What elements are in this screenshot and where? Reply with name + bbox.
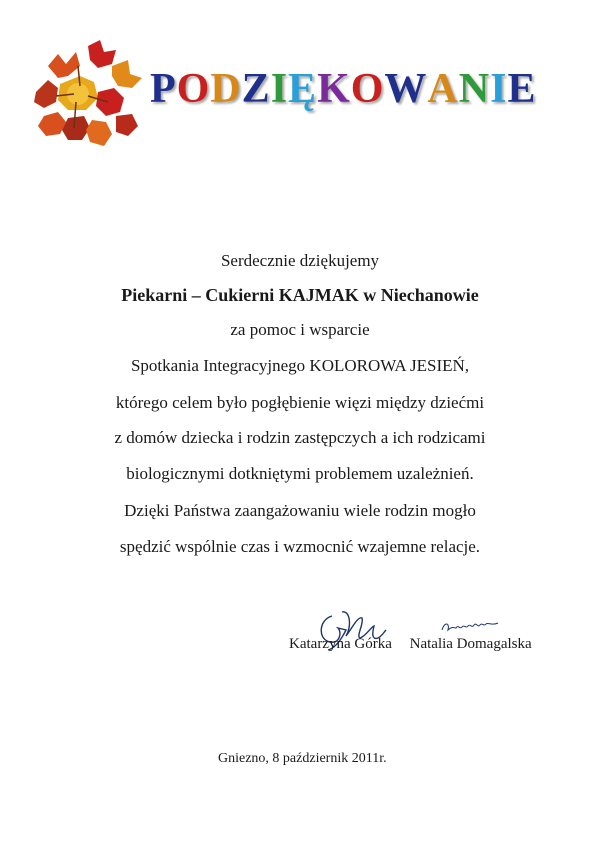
body-line-9: spędzić wspólnie czas i wzmocnić wzajemne relacje.: [119, 537, 481, 556]
autumn-leaves-icon: [28, 36, 146, 152]
signatory-2-name: Natalia Domagalska: [409, 636, 532, 652]
title-letter: I: [270, 66, 289, 112]
title-letter: O: [176, 66, 211, 112]
body-line-4: Spotkania Integracyjnego KOLOROWA JESIEŃ,: [130, 356, 470, 375]
title-letter: N: [458, 66, 491, 112]
title-letter: D: [210, 66, 242, 112]
title-letter: I: [490, 66, 508, 112]
title-letter: E: [507, 66, 537, 112]
signatory-names: [289, 636, 532, 653]
title-letter: Ę: [288, 66, 318, 112]
title-letter: P: [150, 66, 177, 112]
body-line-5: którego celem było pogłębienie więzi między dziećmi: [115, 393, 485, 412]
body-line-3: za pomoc i wsparcie: [230, 320, 370, 339]
body-line-7: biologicznymi dotkniętymi problemem uzależnień.: [126, 464, 474, 483]
handwritten-signature-2: [440, 618, 500, 634]
recipient-text: Piekarni – Cukierni KAJMAK w Niechanowie: [121, 285, 479, 305]
title-letter: O: [350, 66, 385, 112]
title-letter: A: [427, 66, 459, 112]
title-letter: K: [317, 66, 351, 112]
body-line-8: Dzięki Państwa zaangażowaniu wiele rodzin mogło: [124, 501, 476, 520]
title-letter: W: [384, 66, 428, 112]
date-place: Gniezno, 8 październik 2011r.: [218, 751, 387, 766]
signatory-1-name: Katarzyna Górka: [289, 636, 392, 652]
page-title: [150, 68, 536, 110]
greeting-text: Serdecznie dziękujemy: [220, 251, 380, 270]
body-line-6: z domów dziecka i rodzin zastępczych a ich rodzicami: [114, 428, 486, 447]
title-letter: Z: [241, 66, 271, 112]
